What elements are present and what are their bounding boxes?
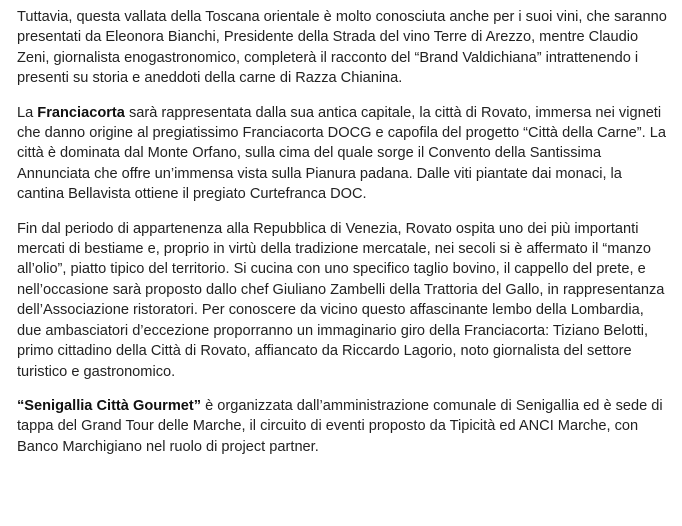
paragraph-text: sarà rappresentata dalla sua antica capitale, la città di Rovato, immersa nei vigneti che danno origine al pregiatissimo Franciacorta DOCG e capofila del progetto “Città della Carne”. La città è dominata dal Monte Orfano, sulla cima del quale sorge il Convento della Santissima Annunciata che offre un’immensa vista sulla Pianura padana. Dalle viti piantate dai monaci, la cantina Bellavista ottiene il pregiato Curtefranca DOC. — [17, 104, 666, 203]
paragraph-lead: La — [17, 104, 38, 121]
paragraph-rovato — [17, 219, 669, 382]
paragraph-senigallia — [17, 396, 669, 457]
paragraph-valdichiana — [17, 7, 669, 89]
article-body — [17, 7, 669, 471]
paragraph-text: è organizzata dall’amministrazione comunale di Senigallia ed è sede di tappa del Grand Tour delle Marche, il circuito di eventi proposto da Tipicità ed ANCI Marche, con Banco Marchigiano nel ruolo di project partner. — [17, 397, 663, 455]
paragraph-text: Tuttavia, questa vallata della Toscana orientale è molto conosciuta anche per i suoi vini, che saranno presentati da Eleonora Bianchi, Presidente della Strada del vino Terre di Arezzo, mentre Claudio Zeni, giornalista enogastronomico, completerà il racconto del “Brand Valdichiana” intrattenendo i presenti su storia e aneddoti della carne di Razza Chianina. — [17, 9, 667, 87]
highlight-franciacorta: Franciacorta — [37, 104, 125, 121]
paragraph-text: Fin dal periodo di appartenenza alla Repubblica di Venezia, Rovato ospita uno dei più importanti mercati di bestiame e, proprio in virtù della tradizione mercatale, nei secoli si è affermato il “manzo all’olio”, piatto tipico del territorio. Si cucina con uno specifico taglio bovino, il cappello del prete, e nell’occasione sarà proposto dallo chef Giuliano Zambelli della Trattoria del Gallo, in rappresentanza dell’Associazione ristoratori. Per conoscere da vicino questo affascinante lembo della Lombardia, due ambasciatori d’eccezione proporranno un immaginario giro della Franciacorta: Tiziano Belotti, primo cittadino della Città di Rovato, affiancato da Riccardo Lagorio, noto giornalista del settore turistico e gastronomico. — [17, 220, 665, 380]
highlight-senigallia: “Senigallia Città Gourmet” — [17, 397, 202, 414]
paragraph-franciacorta — [17, 103, 669, 205]
